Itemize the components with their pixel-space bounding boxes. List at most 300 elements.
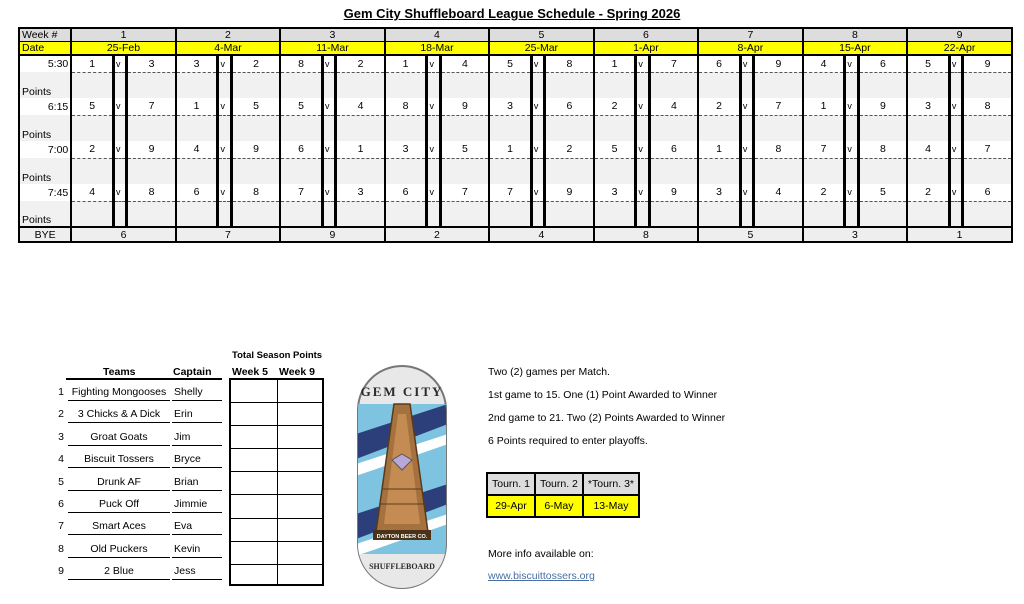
- away-team: 2: [231, 55, 280, 72]
- away-points-cell[interactable]: [649, 72, 698, 98]
- away-team: 6: [963, 184, 1012, 201]
- vs-divider: [218, 72, 231, 98]
- bye-row: [19, 227, 1012, 242]
- vs-label: v: [845, 98, 858, 115]
- home-team: 1: [385, 55, 427, 72]
- away-points-cell[interactable]: [336, 115, 385, 141]
- away-points-cell[interactable]: [440, 201, 489, 227]
- away-points-cell[interactable]: [649, 158, 698, 184]
- away-points-cell[interactable]: [336, 158, 385, 184]
- away-team: 4: [649, 98, 698, 115]
- match-row: [19, 141, 1012, 158]
- bye-team: 8: [594, 227, 698, 242]
- vs-divider: [322, 72, 335, 98]
- home-team: 3: [594, 184, 636, 201]
- away-points-cell[interactable]: [754, 201, 803, 227]
- home-team: 5: [907, 55, 949, 72]
- vs-divider: [949, 158, 962, 184]
- week-number: 6: [594, 28, 698, 42]
- season-points-row[interactable]: [231, 449, 322, 472]
- away-points-cell[interactable]: [963, 115, 1012, 141]
- team-row: [50, 402, 222, 424]
- home-points-cell[interactable]: [71, 115, 113, 141]
- vs-label: v: [427, 141, 440, 158]
- vs-divider: [218, 158, 231, 184]
- home-team: 2: [698, 98, 740, 115]
- away-points-cell[interactable]: [336, 201, 385, 227]
- away-points-cell[interactable]: [858, 201, 907, 227]
- home-points-cell[interactable]: [698, 201, 740, 227]
- home-points-cell[interactable]: [803, 72, 845, 98]
- team-name: 3 Chicks & A Dick: [68, 408, 170, 423]
- away-points-cell[interactable]: [127, 115, 176, 141]
- vs-divider: [740, 158, 753, 184]
- home-team: 4: [71, 184, 113, 201]
- vs-divider: [531, 115, 544, 141]
- team-row: [50, 470, 222, 492]
- vs-label: v: [740, 184, 753, 201]
- vs-label: v: [322, 55, 335, 72]
- home-team: 4: [803, 55, 845, 72]
- home-points-cell[interactable]: [698, 72, 740, 98]
- vs-label: v: [427, 98, 440, 115]
- team-row: [50, 492, 222, 514]
- website-link[interactable]: www.biscuittossers.org: [488, 570, 595, 582]
- rule-line-4: 6 Points required to enter playoffs.: [488, 435, 648, 447]
- home-team: 8: [280, 55, 322, 72]
- season-points-row[interactable]: [231, 472, 322, 495]
- vs-divider: [845, 115, 858, 141]
- vs-divider: [740, 201, 753, 227]
- home-team: 2: [594, 98, 636, 115]
- home-points-cell[interactable]: [803, 201, 845, 227]
- away-points-cell[interactable]: [649, 201, 698, 227]
- home-points-cell[interactable]: [385, 158, 427, 184]
- vs-label: v: [218, 141, 231, 158]
- away-points-cell[interactable]: [127, 158, 176, 184]
- away-team: 6: [545, 98, 594, 115]
- vs-label: v: [636, 55, 649, 72]
- away-team: 4: [336, 98, 385, 115]
- team-number: 7: [58, 520, 64, 533]
- away-team: 2: [545, 141, 594, 158]
- vs-label: v: [218, 98, 231, 115]
- away-points-cell[interactable]: [754, 158, 803, 184]
- home-points-cell[interactable]: [803, 115, 845, 141]
- vs-label: v: [218, 55, 231, 72]
- date-label: Date: [19, 42, 71, 56]
- match-time: 6:15: [19, 98, 71, 115]
- week-number-row: [19, 28, 1012, 42]
- week-number: 2: [176, 28, 280, 42]
- away-points-cell[interactable]: [231, 201, 280, 227]
- away-points-cell[interactable]: [545, 201, 594, 227]
- bye-team: 2: [385, 227, 489, 242]
- away-points-cell[interactable]: [231, 72, 280, 98]
- home-team: 7: [803, 141, 845, 158]
- home-team: 6: [176, 184, 218, 201]
- week-date: 18-Mar: [385, 42, 489, 56]
- away-team: 8: [963, 98, 1012, 115]
- team-captain: Jim: [172, 431, 222, 446]
- vs-label: v: [322, 184, 335, 201]
- away-points-cell[interactable]: [858, 115, 907, 141]
- vs-label: v: [636, 141, 649, 158]
- away-points-cell[interactable]: [440, 158, 489, 184]
- vs-divider: [427, 158, 440, 184]
- week-number: 1: [71, 28, 175, 42]
- home-points-cell[interactable]: [385, 72, 427, 98]
- team-captain: Brian: [172, 476, 222, 491]
- home-team: 3: [385, 141, 427, 158]
- home-points-cell[interactable]: [698, 115, 740, 141]
- away-team: 5: [858, 184, 907, 201]
- week-label: Week #: [19, 28, 71, 42]
- home-points-cell[interactable]: [176, 115, 218, 141]
- away-team: 8: [545, 55, 594, 72]
- vs-divider: [427, 72, 440, 98]
- vs-divider: [636, 201, 649, 227]
- bye-team: 4: [489, 227, 593, 242]
- away-points-cell[interactable]: [545, 158, 594, 184]
- vs-label: v: [636, 184, 649, 201]
- away-team: 6: [858, 55, 907, 72]
- team-row: [50, 537, 222, 559]
- away-team: 1: [336, 141, 385, 158]
- home-points-cell[interactable]: [907, 115, 949, 141]
- rule-line-1: Two (2) games per Match.: [488, 366, 610, 378]
- team-number: 4: [58, 453, 64, 466]
- away-team: 9: [754, 55, 803, 72]
- tournament-1-date: 29-Apr: [487, 495, 535, 517]
- away-team: 7: [649, 55, 698, 72]
- home-points-cell[interactable]: [71, 201, 113, 227]
- week-date: 25-Feb: [71, 42, 175, 56]
- team-captain: Jess: [172, 565, 222, 580]
- vs-divider: [427, 201, 440, 227]
- team-number: 2: [58, 408, 64, 421]
- away-team: 8: [231, 184, 280, 201]
- away-points-cell[interactable]: [963, 201, 1012, 227]
- vs-divider: [740, 72, 753, 98]
- home-team: 3: [489, 98, 531, 115]
- away-team: 3: [127, 55, 176, 72]
- vs-label: v: [636, 98, 649, 115]
- vs-divider: [531, 158, 544, 184]
- vs-divider: [845, 72, 858, 98]
- home-points-cell[interactable]: [280, 72, 322, 98]
- tournament-2-date: 6-May: [535, 495, 583, 517]
- home-team: 5: [489, 55, 531, 72]
- vs-divider: [218, 115, 231, 141]
- away-points-cell[interactable]: [127, 201, 176, 227]
- home-points-cell[interactable]: [907, 158, 949, 184]
- season-points-row[interactable]: [231, 403, 322, 426]
- points-row: [19, 201, 1012, 227]
- home-points-cell[interactable]: [176, 72, 218, 98]
- team-name: Biscuit Tossers: [68, 453, 170, 468]
- week-date: 15-Apr: [803, 42, 907, 56]
- home-team: 6: [280, 141, 322, 158]
- vs-label: v: [845, 141, 858, 158]
- team-number: 9: [58, 565, 64, 578]
- away-team: 5: [440, 141, 489, 158]
- vs-label: v: [949, 55, 962, 72]
- away-points-cell[interactable]: [440, 115, 489, 141]
- home-team: 1: [698, 141, 740, 158]
- vs-label: v: [740, 98, 753, 115]
- away-team: 8: [754, 141, 803, 158]
- gem-city-shuffleboard-logo: [356, 364, 448, 590]
- logo-top-text: GEM CITY: [360, 384, 444, 399]
- vs-divider: [113, 72, 126, 98]
- away-points-cell[interactable]: [231, 115, 280, 141]
- bye-team: 5: [698, 227, 802, 242]
- team-row: [50, 559, 222, 581]
- home-team: 5: [71, 98, 113, 115]
- match-time: 5:30: [19, 55, 71, 72]
- vs-label: v: [531, 98, 544, 115]
- vs-label: v: [322, 98, 335, 115]
- vs-label: v: [218, 184, 231, 201]
- vs-label: v: [531, 141, 544, 158]
- home-points-cell[interactable]: [176, 158, 218, 184]
- home-points-cell[interactable]: [385, 115, 427, 141]
- tournament-3-label: *Tourn. 3*: [583, 473, 639, 495]
- week-number: 9: [907, 28, 1012, 42]
- home-points-cell[interactable]: [594, 115, 636, 141]
- home-points-cell[interactable]: [489, 201, 531, 227]
- away-team: 8: [127, 184, 176, 201]
- home-points-cell[interactable]: [385, 201, 427, 227]
- home-points-cell[interactable]: [907, 72, 949, 98]
- team-captain: Shelly: [172, 386, 222, 401]
- home-team: 4: [176, 141, 218, 158]
- season-points-row[interactable]: [231, 426, 322, 449]
- away-team: 9: [963, 55, 1012, 72]
- team-name: Old Puckers: [68, 543, 170, 558]
- vs-label: v: [531, 55, 544, 72]
- vs-label: v: [740, 141, 753, 158]
- vs-divider: [845, 201, 858, 227]
- season-points-row[interactable]: [231, 519, 322, 542]
- week-number: 4: [385, 28, 489, 42]
- home-team: 8: [385, 98, 427, 115]
- away-team: 4: [754, 184, 803, 201]
- week-number: 5: [489, 28, 593, 42]
- points-label: Points: [19, 72, 71, 98]
- away-points-cell[interactable]: [545, 115, 594, 141]
- home-points-cell[interactable]: [594, 72, 636, 98]
- team-name: Puck Off: [68, 498, 170, 513]
- home-points-cell[interactable]: [489, 158, 531, 184]
- away-team: 9: [545, 184, 594, 201]
- away-points-cell[interactable]: [336, 72, 385, 98]
- home-team: 6: [698, 55, 740, 72]
- vs-label: v: [740, 55, 753, 72]
- bye-team: 9: [280, 227, 384, 242]
- home-points-cell[interactable]: [71, 72, 113, 98]
- match-row: [19, 98, 1012, 115]
- home-points-cell[interactable]: [803, 158, 845, 184]
- captain-header: Captain: [173, 366, 212, 378]
- away-team: 4: [440, 55, 489, 72]
- away-team: 9: [440, 98, 489, 115]
- away-points-cell[interactable]: [545, 72, 594, 98]
- week-date: 8-Apr: [698, 42, 802, 56]
- team-captain: Kevin: [172, 543, 222, 558]
- home-team: 4: [907, 141, 949, 158]
- home-team: 1: [594, 55, 636, 72]
- team-captain: Erin: [172, 408, 222, 423]
- schedule-table: [18, 27, 1013, 243]
- date-row: [19, 42, 1012, 56]
- vs-label: v: [113, 55, 126, 72]
- tournament-3-date: 13-May: [583, 495, 639, 517]
- home-points-cell[interactable]: [176, 201, 218, 227]
- team-row: [50, 447, 222, 469]
- week-date: 25-Mar: [489, 42, 593, 56]
- team-number: 6: [58, 498, 64, 510]
- vs-divider: [218, 201, 231, 227]
- season-points-row[interactable]: [231, 496, 322, 519]
- away-points-cell[interactable]: [858, 158, 907, 184]
- away-team: 2: [336, 55, 385, 72]
- vs-label: v: [949, 98, 962, 115]
- away-points-cell[interactable]: [649, 115, 698, 141]
- home-team: 5: [594, 141, 636, 158]
- vs-divider: [322, 158, 335, 184]
- away-team: 9: [649, 184, 698, 201]
- home-points-cell[interactable]: [907, 201, 949, 227]
- home-points-cell[interactable]: [280, 158, 322, 184]
- vs-divider: [322, 201, 335, 227]
- vs-label: v: [845, 184, 858, 201]
- tournament-2-label: Tourn. 2: [535, 473, 583, 495]
- home-points-cell[interactable]: [280, 115, 322, 141]
- away-points-cell[interactable]: [127, 72, 176, 98]
- logo-bottom-text: SHUFFLEBOARD: [369, 562, 435, 571]
- home-team: 1: [71, 55, 113, 72]
- home-team: 2: [907, 184, 949, 201]
- vs-divider: [845, 158, 858, 184]
- team-number: 1: [58, 386, 64, 398]
- team-captain: Eva: [172, 520, 222, 535]
- page-title: Gem City Shuffleboard League Schedule - Spring 2026: [343, 6, 681, 21]
- vs-label: v: [949, 141, 962, 158]
- home-team: 1: [176, 98, 218, 115]
- vs-divider: [636, 115, 649, 141]
- week5-header: Week 5: [232, 366, 268, 378]
- season-points-row[interactable]: [231, 542, 322, 565]
- bye-team: 7: [176, 227, 280, 242]
- week-number: 7: [698, 28, 802, 42]
- team-row: [50, 514, 222, 536]
- points-row: [19, 158, 1012, 184]
- week-date: 11-Mar: [280, 42, 384, 56]
- away-team: 6: [649, 141, 698, 158]
- more-info-label: More info available on:: [488, 548, 594, 560]
- rule-line-2: 1st game to 15. One (1) Point Awarded to Winner: [488, 389, 718, 401]
- home-points-cell[interactable]: [698, 158, 740, 184]
- away-team: 9: [127, 141, 176, 158]
- team-number: 3: [58, 430, 64, 443]
- vs-divider: [113, 115, 126, 141]
- away-points-cell[interactable]: [440, 72, 489, 98]
- week-date: 4-Mar: [176, 42, 280, 56]
- home-points-cell[interactable]: [594, 201, 636, 227]
- tournament-1-label: Tourn. 1: [487, 473, 535, 495]
- vs-divider: [949, 115, 962, 141]
- team-name: Groat Goats: [68, 431, 170, 446]
- home-points-cell[interactable]: [489, 115, 531, 141]
- home-points-cell[interactable]: [489, 72, 531, 98]
- vs-divider: [740, 115, 753, 141]
- away-team: 7: [963, 141, 1012, 158]
- team-captain: Jimmie: [172, 498, 222, 513]
- home-points-cell[interactable]: [594, 158, 636, 184]
- home-team: 1: [803, 98, 845, 115]
- bye-team: 1: [907, 227, 1012, 242]
- away-points-cell[interactable]: [754, 115, 803, 141]
- rule-line-3: 2nd game to 21. Two (2) Points Awarded to Winner: [488, 412, 726, 424]
- away-points-cell[interactable]: [231, 158, 280, 184]
- away-team: 9: [858, 98, 907, 115]
- home-team: 6: [385, 184, 427, 201]
- vs-divider: [113, 158, 126, 184]
- team-name: Drunk AF: [68, 476, 170, 491]
- match-time: 7:45: [19, 184, 71, 201]
- away-points-cell[interactable]: [858, 72, 907, 98]
- away-points-cell[interactable]: [963, 72, 1012, 98]
- vs-label: v: [949, 184, 962, 201]
- vs-divider: [636, 72, 649, 98]
- season-points-grid[interactable]: [229, 378, 324, 586]
- team-number: 8: [58, 542, 64, 555]
- team-row: [50, 380, 222, 402]
- vs-label: v: [845, 55, 858, 72]
- week-date: 1-Apr: [594, 42, 698, 56]
- vs-label: v: [322, 141, 335, 158]
- away-team: 3: [336, 184, 385, 201]
- away-team: 8: [858, 141, 907, 158]
- vs-divider: [322, 115, 335, 141]
- team-number: 5: [58, 475, 64, 488]
- points-row: [19, 72, 1012, 98]
- vs-label: v: [113, 184, 126, 201]
- total-season-points-label: Total Season Points: [232, 350, 323, 361]
- team-captain: Bryce: [172, 453, 222, 468]
- home-team: 7: [280, 184, 322, 201]
- away-team: 9: [231, 141, 280, 158]
- vs-label: v: [113, 141, 126, 158]
- away-points-cell[interactable]: [754, 72, 803, 98]
- vs-label: v: [427, 184, 440, 201]
- points-label: Points: [19, 158, 71, 184]
- week-number: 8: [803, 28, 907, 42]
- away-points-cell[interactable]: [963, 158, 1012, 184]
- home-team: 2: [71, 141, 113, 158]
- week9-header: Week 9: [279, 366, 315, 378]
- vs-label: v: [113, 98, 126, 115]
- bye-label: BYE: [19, 227, 71, 242]
- team-row: [50, 425, 222, 447]
- home-points-cell[interactable]: [280, 201, 322, 227]
- vs-label: v: [531, 184, 544, 201]
- home-points-cell[interactable]: [71, 158, 113, 184]
- season-points-row[interactable]: [231, 380, 322, 403]
- home-team: 3: [907, 98, 949, 115]
